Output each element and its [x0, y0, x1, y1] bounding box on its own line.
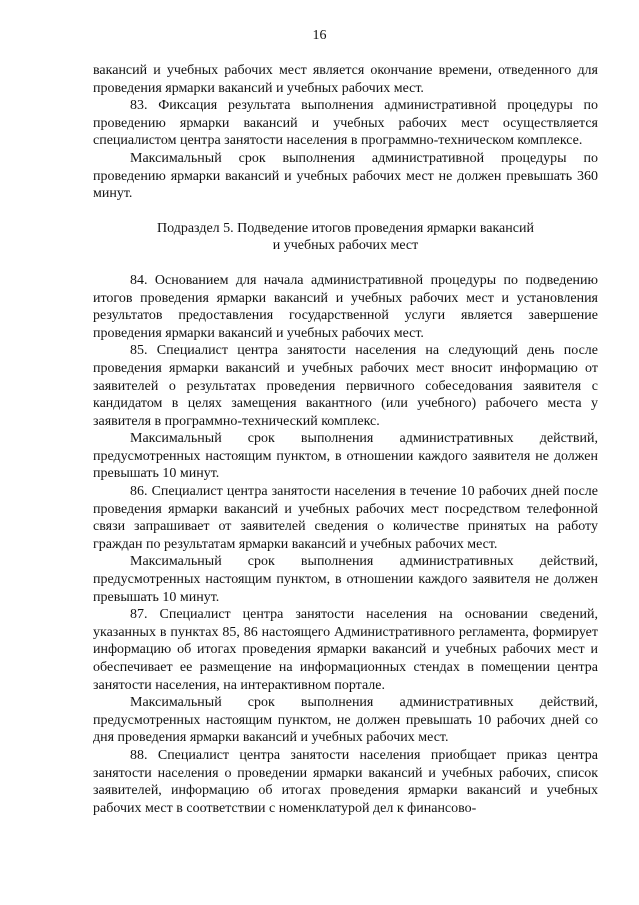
- paragraph-86: 86. Специалист центра занятости населения в течение 10 рабочих дней после проведения ярмарки вакансий и учебных рабочих мест посредством телефонной связи запрашивает от заявителей сведения о количестве принятых на работу граждан по результатам ярмарки вакансий и учебных рабочих мест.: [93, 484, 598, 552]
- section-heading-line-2: и учебных рабочих мест: [272, 238, 419, 254]
- section-heading-line-1: Подраздел 5. Подведение итогов проведения ярмарки вакансий: [157, 220, 534, 236]
- paragraph-continuation: вакансий и учебных рабочих мест является окончание времени, отведенного для проведения ярмарки вакансий и учебных рабочих мест.: [93, 63, 598, 96]
- paragraph-88: 88. Специалист центра занятости населения приобщает приказ центра занятости населения о проведении ярмарки вакансий и учебных рабочих, список заявителей, информацию об итогах проведения ярмарки вакансий и учебных рабочих мест в соответствии с номенклатурой дел к финансово-: [93, 747, 598, 816]
- paragraph-83-max-term: Максимальный срок выполнения административной процедуры по проведению ярмарки вакансий и учебных рабочих мест не должен превышать 360 минут.: [93, 150, 598, 202]
- document-body: [93, 62, 598, 817]
- paragraph-85: 85. Специалист центра занятости населения на следующий день после проведения ярмарки вакансий и учебных рабочих мест вносит информацию от заявителей о результатах проведения первичного собеседования заявителя с кандидатом в целях замещения вакантного (или учебного) рабочего места у заявителя в программно-технический комплекс.: [93, 343, 598, 429]
- paragraph-86-max-term: Максимальный срок выполнения административных действий, предусмотренных настоящим пунктом, в отношении каждого заявителя не должен превышать 10 минут.: [93, 554, 598, 605]
- paragraph-84: 84. Основанием для начала административной процедуры по подведению итогов проведения ярмарки вакансий и учебных рабочих мест и установления результатов предоставления государственной услуги является завершение проведения ярмарки вакансий и учебных рабочих мест.: [93, 272, 598, 341]
- page-number: 16: [312, 28, 327, 43]
- paragraph-87-max-term: Максимальный срок выполнения административных действий, предусмотренных настоящим пунктом, не должен превышать 10 рабочих дней со дня проведения ярмарки вакансий и учебных рабочих мест.: [93, 695, 598, 746]
- section-heading: [93, 220, 598, 255]
- paragraph-87: 87. Специалист центра занятости населения на основании сведений, указанных в пунктах 85, 86 настоящего Административного регламента, формирует информацию об итогах проведения ярмарки вакансий и учебных рабочих мест и обеспечивает ее размещение на информационных стендах в помещении центра занятости населения, на интерактивном портале.: [93, 607, 598, 693]
- paragraph-85-max-term: Максимальный срок выполнения административных действий, предусмотренных настоящим пунктом, в отношении каждого заявителя не должен превышать 10 минут.: [93, 431, 598, 482]
- paragraph-83: 83. Фиксация результата выполнения административной процедуры по проведению ярмарки вакансий и учебных рабочих мест осуществляется специалистом центра занятости населения в программно-техническом комплексе.: [93, 98, 598, 149]
